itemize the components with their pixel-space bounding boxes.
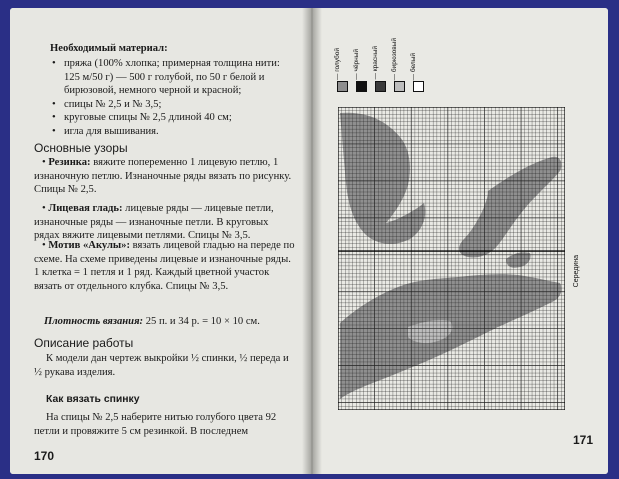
legend-item [332, 40, 352, 92]
gauge [44, 315, 296, 329]
back-heading: Как вязать спинку [46, 394, 140, 405]
legend-label: — чёрный [353, 49, 360, 80]
legend-label: — белый [410, 52, 417, 80]
pattern-rib-label: Резинка: [48, 157, 91, 168]
left-page [10, 8, 310, 474]
legend-item [389, 37, 409, 92]
pattern-sharks-label: Мотив «Акулы»: [48, 240, 130, 251]
page-number-right: 171 [573, 433, 594, 447]
work-text: К модели дан чертеж выкройки ½ спинки, ½ переда и ½ рукава изделия. [34, 353, 289, 378]
material-item: • спицы № 2,5 и № 3,5; [46, 98, 294, 112]
work-heading: Описание работы [34, 336, 134, 350]
legend-swatch [394, 81, 405, 92]
material-item: • пряжа (100% хлопка; примерная толщина нити: 125 м/50 г) — 500 г голубой, по 50 г белой и бирюзовой, немного черной и красной; [46, 57, 294, 98]
chart-legend [332, 37, 432, 92]
legend-label: — красный [372, 46, 379, 80]
legend-swatch [356, 81, 367, 92]
material-item: • игла для вышивания. [46, 125, 294, 139]
patterns-heading: Основные узоры [34, 141, 128, 155]
pattern-stockinette-text: лицевые ряды — лицевые петли, изнаночные ряды — изнаночные петли. В круговых рядах вяжите лицевыми петлями. Спицы № 3,5. [34, 203, 274, 242]
legend-item [408, 40, 428, 92]
gauge-text: 25 п. и 34 р. = 10 × 10 см. [143, 316, 260, 327]
pattern-rib-text: вяжите попеременно 1 лицевую петлю, 1 изнаночную петлю. Изнаночные ряды вязать по рисунку. Спицы № 2,5. [34, 157, 292, 196]
legend-item [370, 40, 390, 92]
pattern-sharks: • Мотив «Акулы»: вязать лицевой гладью на переде по схеме. На схеме приведены лицевые и изнаночные ряды. 1 клетка = 1 петля и 1 ряд. Каждый цветной участок вязать от отдельного клубка. Спицы № 3,5. [34, 240, 295, 292]
back-text: На спицы № 2,5 наберите нитью голубого цвета 92 петли и провяжите 5 см резинкой. В последнем [34, 412, 277, 437]
legend-swatch [375, 81, 386, 92]
book-gutter [302, 8, 322, 474]
legend-label: — бирюзовый [391, 37, 398, 80]
page-number-left: 170 [34, 449, 55, 463]
legend-item [351, 40, 371, 92]
legend-swatch [337, 81, 348, 92]
middle-label: Середина [573, 255, 580, 288]
gauge-label: Плотность вязания: [44, 316, 144, 327]
pattern-sharks-text: вязать лицевой гладью на переде по схеме. На схеме приведены лицевые и изнаночные ряды. 1 клетка = 1 петля и 1 ряд. Каждый цветной участок вязать от отдельного клубка. Спицы № 3,5. [34, 240, 295, 292]
material-item: • круговые спицы № 2,5 длиной 40 см; [46, 111, 294, 125]
pattern-stockinette-label: Лицевая гладь: [48, 203, 123, 214]
legend-swatch [413, 81, 424, 92]
pattern-rib: • Резинка: вяжите попеременно 1 лицевую петлю, 1 изнаночную петлю. Изнаночные ряды вязать по рисунку. Спицы № 2,5. [34, 157, 292, 196]
knitting-chart [338, 107, 565, 410]
legend-label: — голубой [334, 47, 341, 80]
materials-list [46, 57, 294, 139]
pattern-stockinette: • Лицевая гладь: лицевые ряды — лицевые петли, изнаночные ряды — изнаночные петли. В круговых рядах вяжите лицевыми петлями. Спицы № 3,5. [34, 203, 274, 242]
materials-heading: Необходимый материал: [50, 43, 168, 54]
